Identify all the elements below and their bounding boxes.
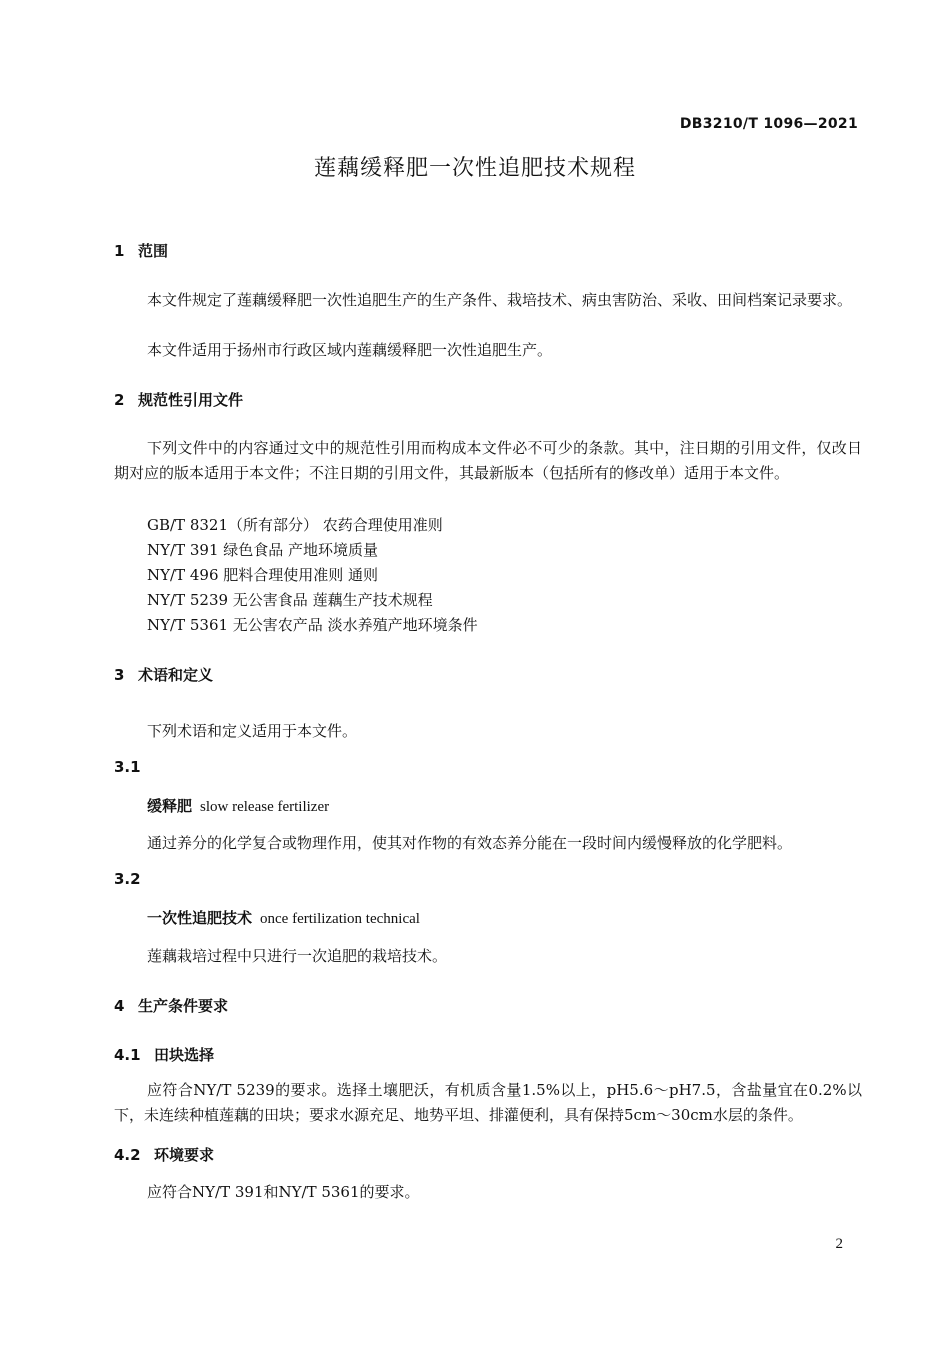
section-heading-production-conditions bbox=[114, 995, 228, 1016]
section-heading-normative-references bbox=[114, 389, 243, 410]
subsection-number: 4.1 bbox=[114, 1046, 141, 1064]
term-definition: 通过养分的化学复合或物理作用，使其对作物的有效态养分能在一段时间内缓慢释放的化学肥料。 bbox=[147, 834, 793, 852]
term-english: once fertilization technical bbox=[260, 911, 420, 927]
field-selection-paragraph: 应符合NY/T 5239的要求。选择土壤肥沃，有机质含量1.5%以上，pH5.6～pH7.5，含盐量宜在0.2%以下，未连续种植莲藕的田块；要求水源充足、地势平坦、排灌便利，具有保持5cm～30cm水层的条件。 bbox=[114, 1081, 862, 1124]
section-title: 范围 bbox=[138, 242, 169, 260]
section-number: 1 bbox=[114, 242, 125, 260]
term-english: slow release fertilizer bbox=[200, 799, 330, 815]
reference-item: GB/T 8321（所有部分） 农药合理使用准则 bbox=[147, 516, 443, 534]
reference-item: NY/T 5239 无公害食品 莲藕生产技术规程 bbox=[147, 591, 433, 609]
standard-code: DB3210/T 1096—2021 bbox=[679, 116, 858, 132]
term-definition: 莲藕栽培过程中只进行一次追肥的栽培技术。 bbox=[147, 947, 448, 965]
page-number: 2 bbox=[835, 1236, 843, 1252]
references-intro-paragraph: 下列文件中的内容通过文中的规范性引用而构成本文件必不可少的条款。其中，注日期的引用文件，仅改日期对应的版本适用于本文件；不注日期的引用文件，其最新版本（包括所有的修改单）适用于本文件。 bbox=[114, 439, 862, 482]
section-title: 术语和定义 bbox=[138, 666, 214, 684]
section-number: 4 bbox=[114, 997, 125, 1015]
section-number: 2 bbox=[114, 391, 125, 409]
subsection-heading-environment bbox=[114, 1144, 214, 1165]
term-chinese: 一次性追肥技术 bbox=[147, 909, 253, 927]
term-number: 3.2 bbox=[114, 870, 141, 888]
term-number: 3.1 bbox=[114, 758, 141, 776]
section-title: 规范性引用文件 bbox=[138, 391, 244, 409]
environment-paragraph: 应符合NY/T 391和NY/T 5361的要求。 bbox=[147, 1183, 420, 1201]
reference-item: NY/T 5361 无公害农产品 淡水养殖产地环境条件 bbox=[147, 616, 478, 634]
subsection-heading-field-selection bbox=[114, 1044, 214, 1065]
term-entry bbox=[147, 907, 420, 928]
scope-paragraph-2: 本文件适用于扬州市行政区域内莲藕缓释肥一次性追肥生产。 bbox=[147, 341, 553, 359]
reference-item: NY/T 496 肥料合理使用准则 通则 bbox=[147, 566, 379, 584]
document-title: 莲藕缓释肥一次性追肥技术规程 bbox=[313, 156, 636, 181]
section-title: 生产条件要求 bbox=[138, 997, 229, 1015]
section-heading-terms bbox=[114, 664, 213, 685]
subsection-title: 环境要求 bbox=[154, 1146, 215, 1164]
terms-intro: 下列术语和定义适用于本文件。 bbox=[147, 722, 358, 740]
subsection-number: 4.2 bbox=[114, 1146, 141, 1164]
scope-paragraph-1: 本文件规定了莲藕缓释肥一次性追肥生产的生产条件、栽培技术、病虫害防治、采收、田间档案记录要求。 bbox=[147, 291, 853, 309]
subsection-title: 田块选择 bbox=[154, 1046, 215, 1064]
term-entry bbox=[147, 795, 329, 816]
section-number: 3 bbox=[114, 666, 125, 684]
term-chinese: 缓释肥 bbox=[147, 797, 193, 815]
section-heading-scope bbox=[114, 240, 168, 261]
reference-item: NY/T 391 绿色食品 产地环境质量 bbox=[147, 541, 379, 559]
